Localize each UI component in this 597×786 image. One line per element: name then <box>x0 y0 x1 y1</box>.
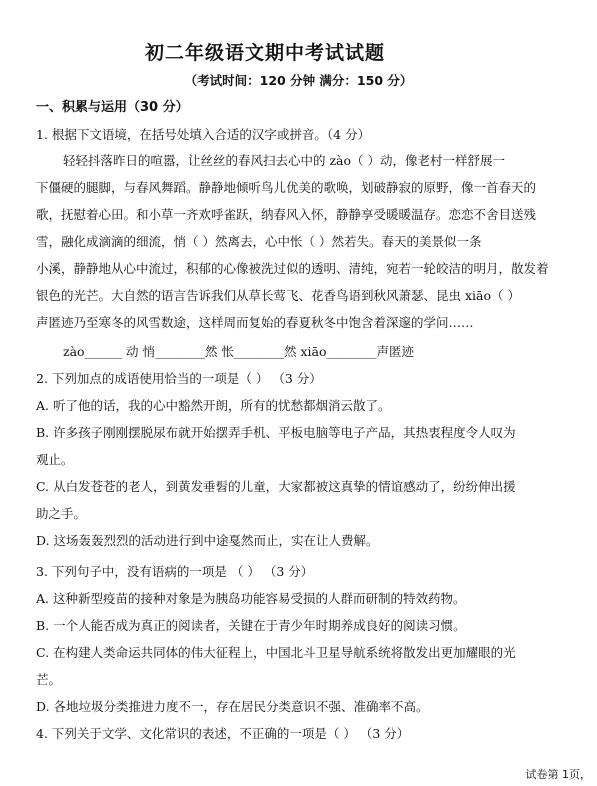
exam-info: （考试时间：120 分钟 满分：150 分） <box>184 73 413 88</box>
option-c: C. 在构建人类命运共同体的伟大征程上，中国北斗卫星导航系统将散发出更加耀眼的光 <box>36 645 516 660</box>
option-c: C. 从白发苍苍的老人，到黄发垂髫的儿童，大家都被这真挚的情谊感动了，纷纷伸出援 <box>36 479 516 494</box>
option-d: D. 各地垃圾分类推进力度不一，存在居民分类意识不强、准确率不高。 <box>36 699 429 714</box>
passage-line: 雪，融化成滴滴的细流，悄（ ）然离去，心中怅（ ）然若失。春天的美景似一条 <box>36 234 482 249</box>
passage-line: 轻轻抖落昨日的喧嚣，让丝丝的春风扫去心中的 zào（ ）动，像老村一样舒展一 <box>63 153 506 168</box>
option-d: D. 这场轰轰烈烈的活动进行到中途戛然而止，实在让人费解。 <box>36 533 379 548</box>
page-number: 试卷第 1页， <box>525 768 591 781</box>
option-a: A. 听了他的话，我的心中豁然开朗，所有的忧愁都烟消云散了。 <box>36 398 391 413</box>
option-b-cont: 观止。 <box>36 452 74 467</box>
passage-line: 小溪，静静地从心中流过，积郁的心像被洗过似的透明、清纯，宛若一轮皎洁的明月，散发着 <box>36 261 549 276</box>
option-a: A. 这种新型疫苗的接种对象是为胰岛功能容易受损的人群而研制的特效药物。 <box>36 591 466 606</box>
page-title: 初二年级语文期中考试试题 <box>144 42 385 64</box>
question-3-stem: 3. 下列句子中，没有语病的一项是 （ ） （3 分） <box>36 564 314 579</box>
option-b: B. 一个人能否成为真正的阅读者，关键在于青少年时期养成良好的阅读习惯。 <box>36 618 466 633</box>
question-4-stem: 4. 下列关于文学、文化常识的表述，不正确的一项是（ ） （3 分） <box>36 726 410 741</box>
passage-line: 歌，抚慰着心田。和小草一齐欢呼雀跃，纳春风入怀，静静享受暖暖温存。恋恋不舍目送残 <box>36 207 537 222</box>
question-2-stem: 2. 下列加点的成语使用恰当的一项是（ ） （3 分） <box>36 371 322 386</box>
option-c-cont: 芒。 <box>36 672 62 687</box>
option-b: B. 许多孩子刚刚摆脱尿布就开始摆弄手机、平板电脑等电子产品，其热衷程度令人叹为 <box>36 425 516 440</box>
passage-line: 声匿迹乃至寒冬的风雪数途，这样周而复始的春夏秋冬中饱含着深邃的学问…… <box>36 315 474 330</box>
question-1-stem: 1. 根据下文语境，在括号处填入合适的汉字或拼音。（4 分） <box>36 127 371 142</box>
passage-line: 下僵硬的腿脚，与春风舞蹈。静静地倾听鸟儿优美的歌唤，划破静寂的原野，像一首春天的 <box>36 180 537 195</box>
passage-line: 银色的光芒。大自然的语言告诉我们从草长莺飞、花香鸟语到秋风萧瑟、昆虫 xiāo（ ） <box>36 288 520 303</box>
answer-blanks: zào______ 动 悄________然 怅________然 xiāo________声匿迹 <box>63 344 414 359</box>
option-c-cont: 助之手。 <box>36 506 87 521</box>
section-heading: 一、积累与运用（30 分） <box>36 100 189 115</box>
